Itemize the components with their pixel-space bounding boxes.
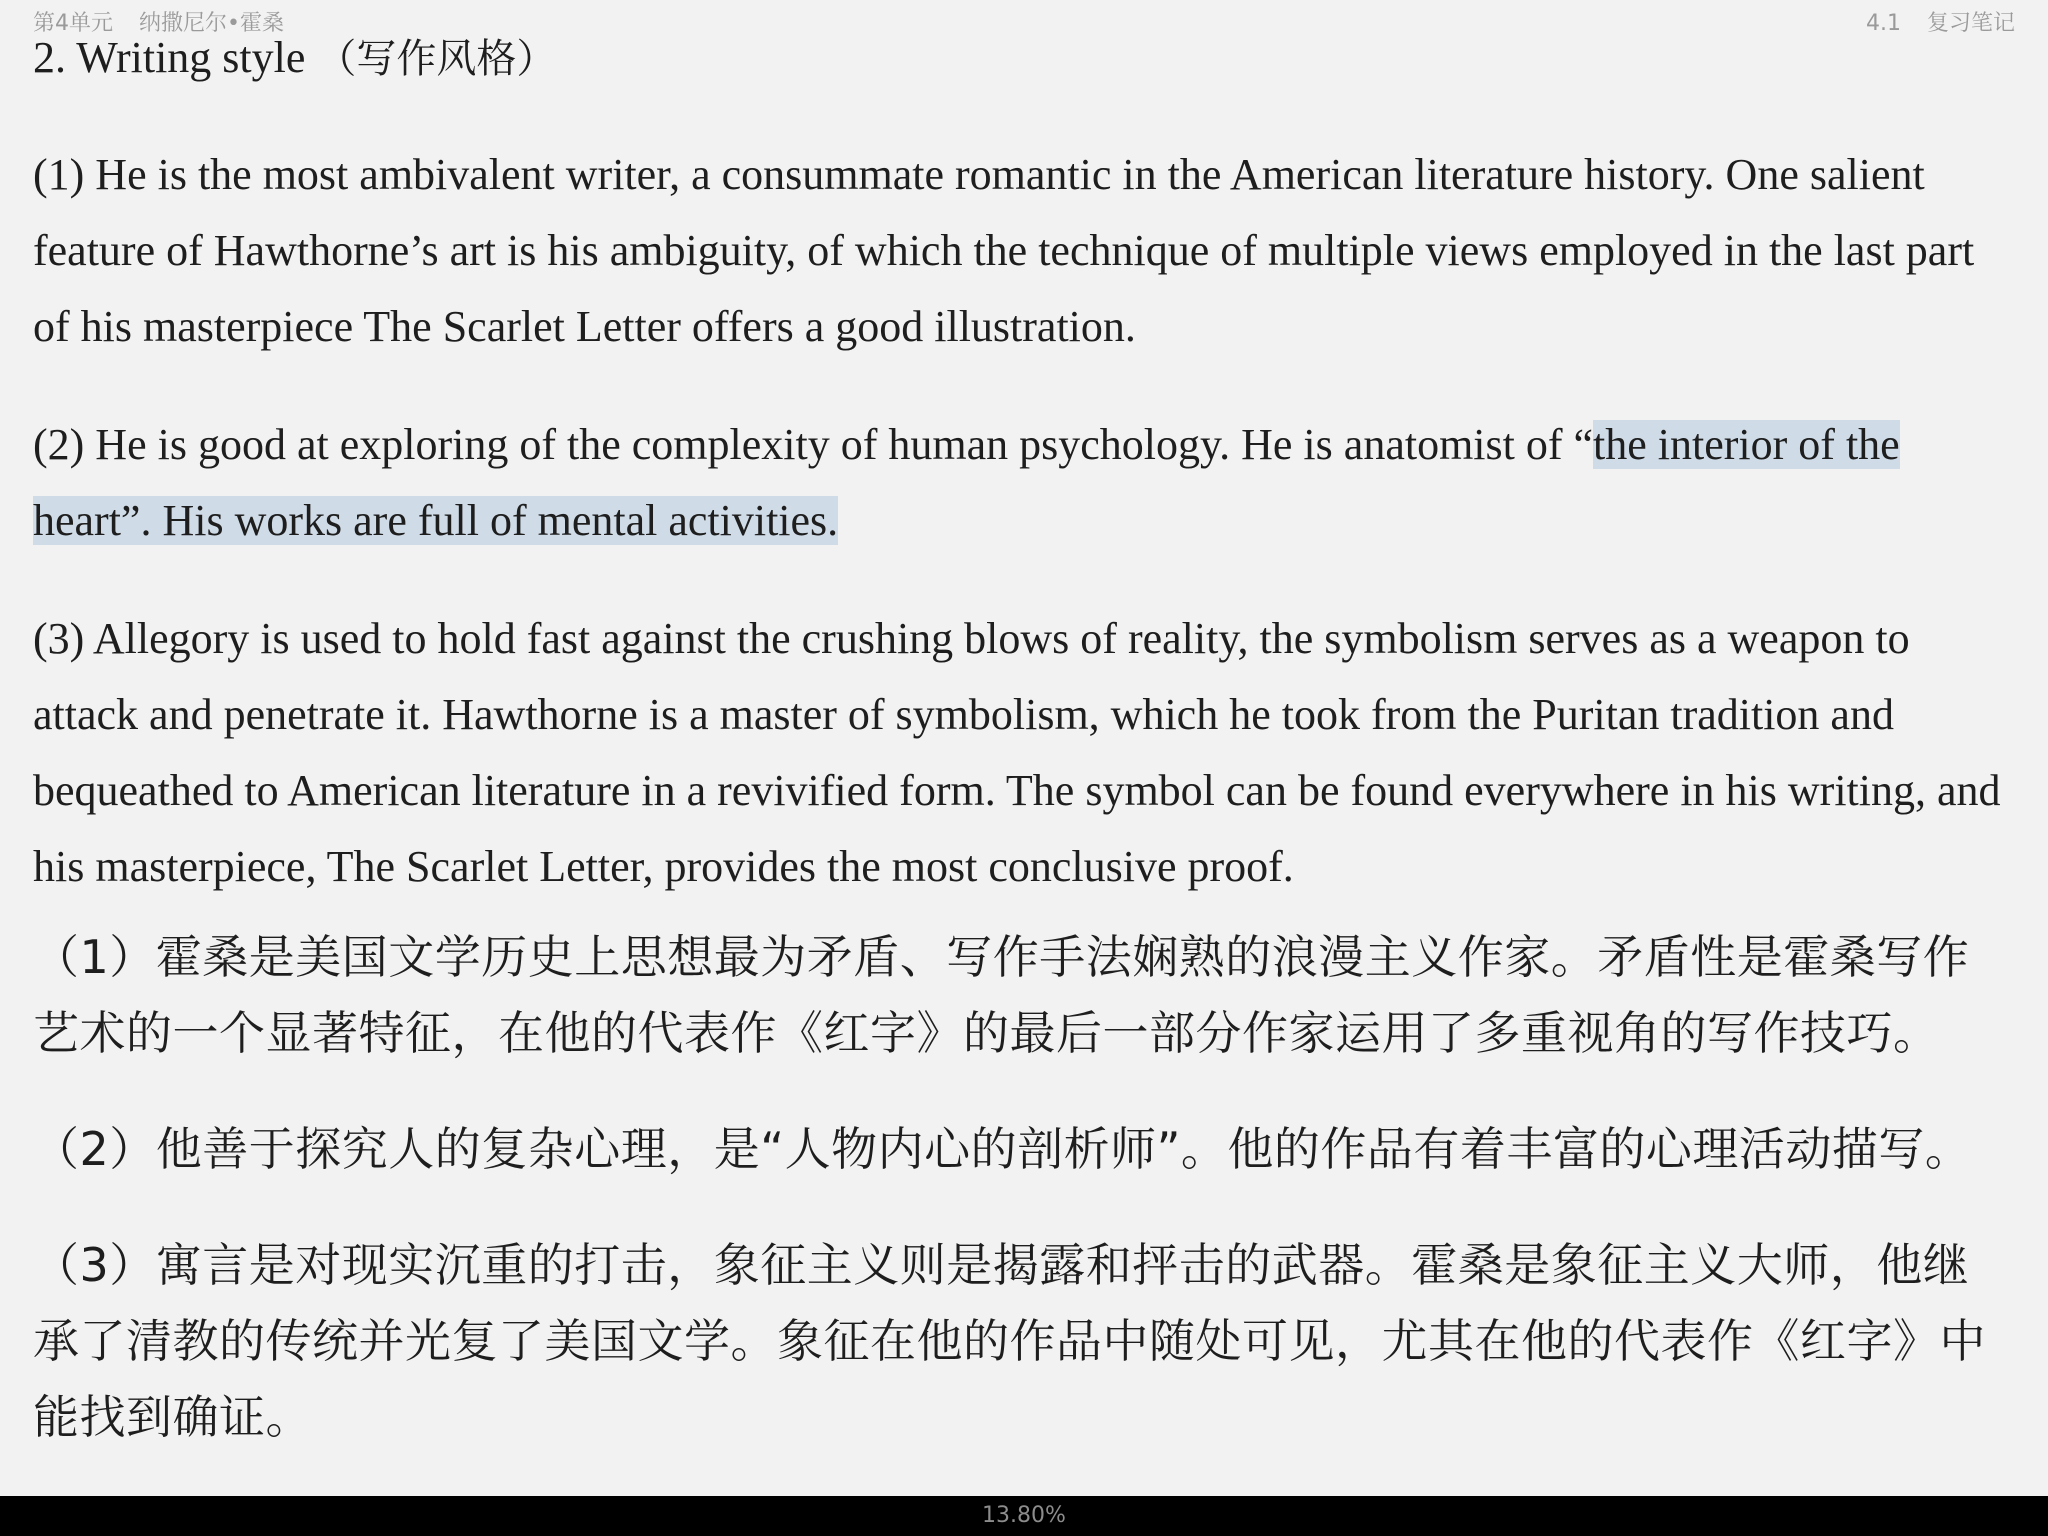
paragraph-en-3[interactable]: (3) Allegory is used to hold fast against the crushing blows of reality, the symbolism serves as a weapon to attack and penetrate it. Hawthorne is a master of symbolism, which he took from the Puritan tradition and bequeathed to American literature in a revivified form. The symbol can be found everywhere in his writing, and his masterpiece, The Scarlet Letter, provides the most conclusive proof. <box>33 614 2001 891</box>
paragraph-en-2-text: (2) He is good at exploring of the complexity of human psychology. He is anatomist of “ <box>33 420 1594 469</box>
reading-progress-bar <box>0 1496 2048 1536</box>
paragraph-cn-2[interactable]: （2）他善于探究人的复杂心理，是“人物内心的剖析师”。他的作品有着丰富的心理活动描写。 <box>33 1122 1972 1176</box>
heading-en: 2. Writing style <box>33 33 306 82</box>
reading-progress-percent: 13.80% <box>982 1503 1066 1528</box>
paragraph-cn-3[interactable]: （3）寓言是对现实沉重的打击，象征主义则是揭露和抨击的武器。霍桑是象征主义大师，他继承了清教的传统并光复了美国文学。象征在他的作品中随处可见，尤其在他的代表作《红字》中能找到确证。 <box>33 1238 1986 1444</box>
reader-page[interactable] <box>33 28 2008 1455</box>
heading-cn: （写作风格） <box>316 36 557 82</box>
text-highlight[interactable]: the interior of the heart”. His works are full of mental activities. <box>33 420 1900 545</box>
paragraph-en-1[interactable]: (1) He is the most ambivalent writer, a consummate romantic in the American literature history. One salient feature of Hawthorne’s art is his ambiguity, of which the technique of multiple views employed in the last part of his masterpiece The Scarlet Letter offers a good illustration. <box>33 150 1975 351</box>
section-number: 4.1 <box>1865 11 1901 36</box>
notes-title: 复习笔记 <box>1926 11 2015 36</box>
paragraph-cn-1[interactable]: （1）霍桑是美国文学历史上思想最为矛盾、写作手法娴熟的浪漫主义作家。矛盾性是霍桑写作艺术的一个显著特征，在他的代表作《红字》的最后一部分作家运用了多重视角的写作技巧。 <box>33 930 1970 1060</box>
author-label: 纳撒尼尔•霍桑 <box>139 11 284 36</box>
paragraph-en-2[interactable] <box>33 407 2008 559</box>
section-heading <box>33 28 2008 89</box>
unit-label: 第4单元 <box>33 11 113 36</box>
